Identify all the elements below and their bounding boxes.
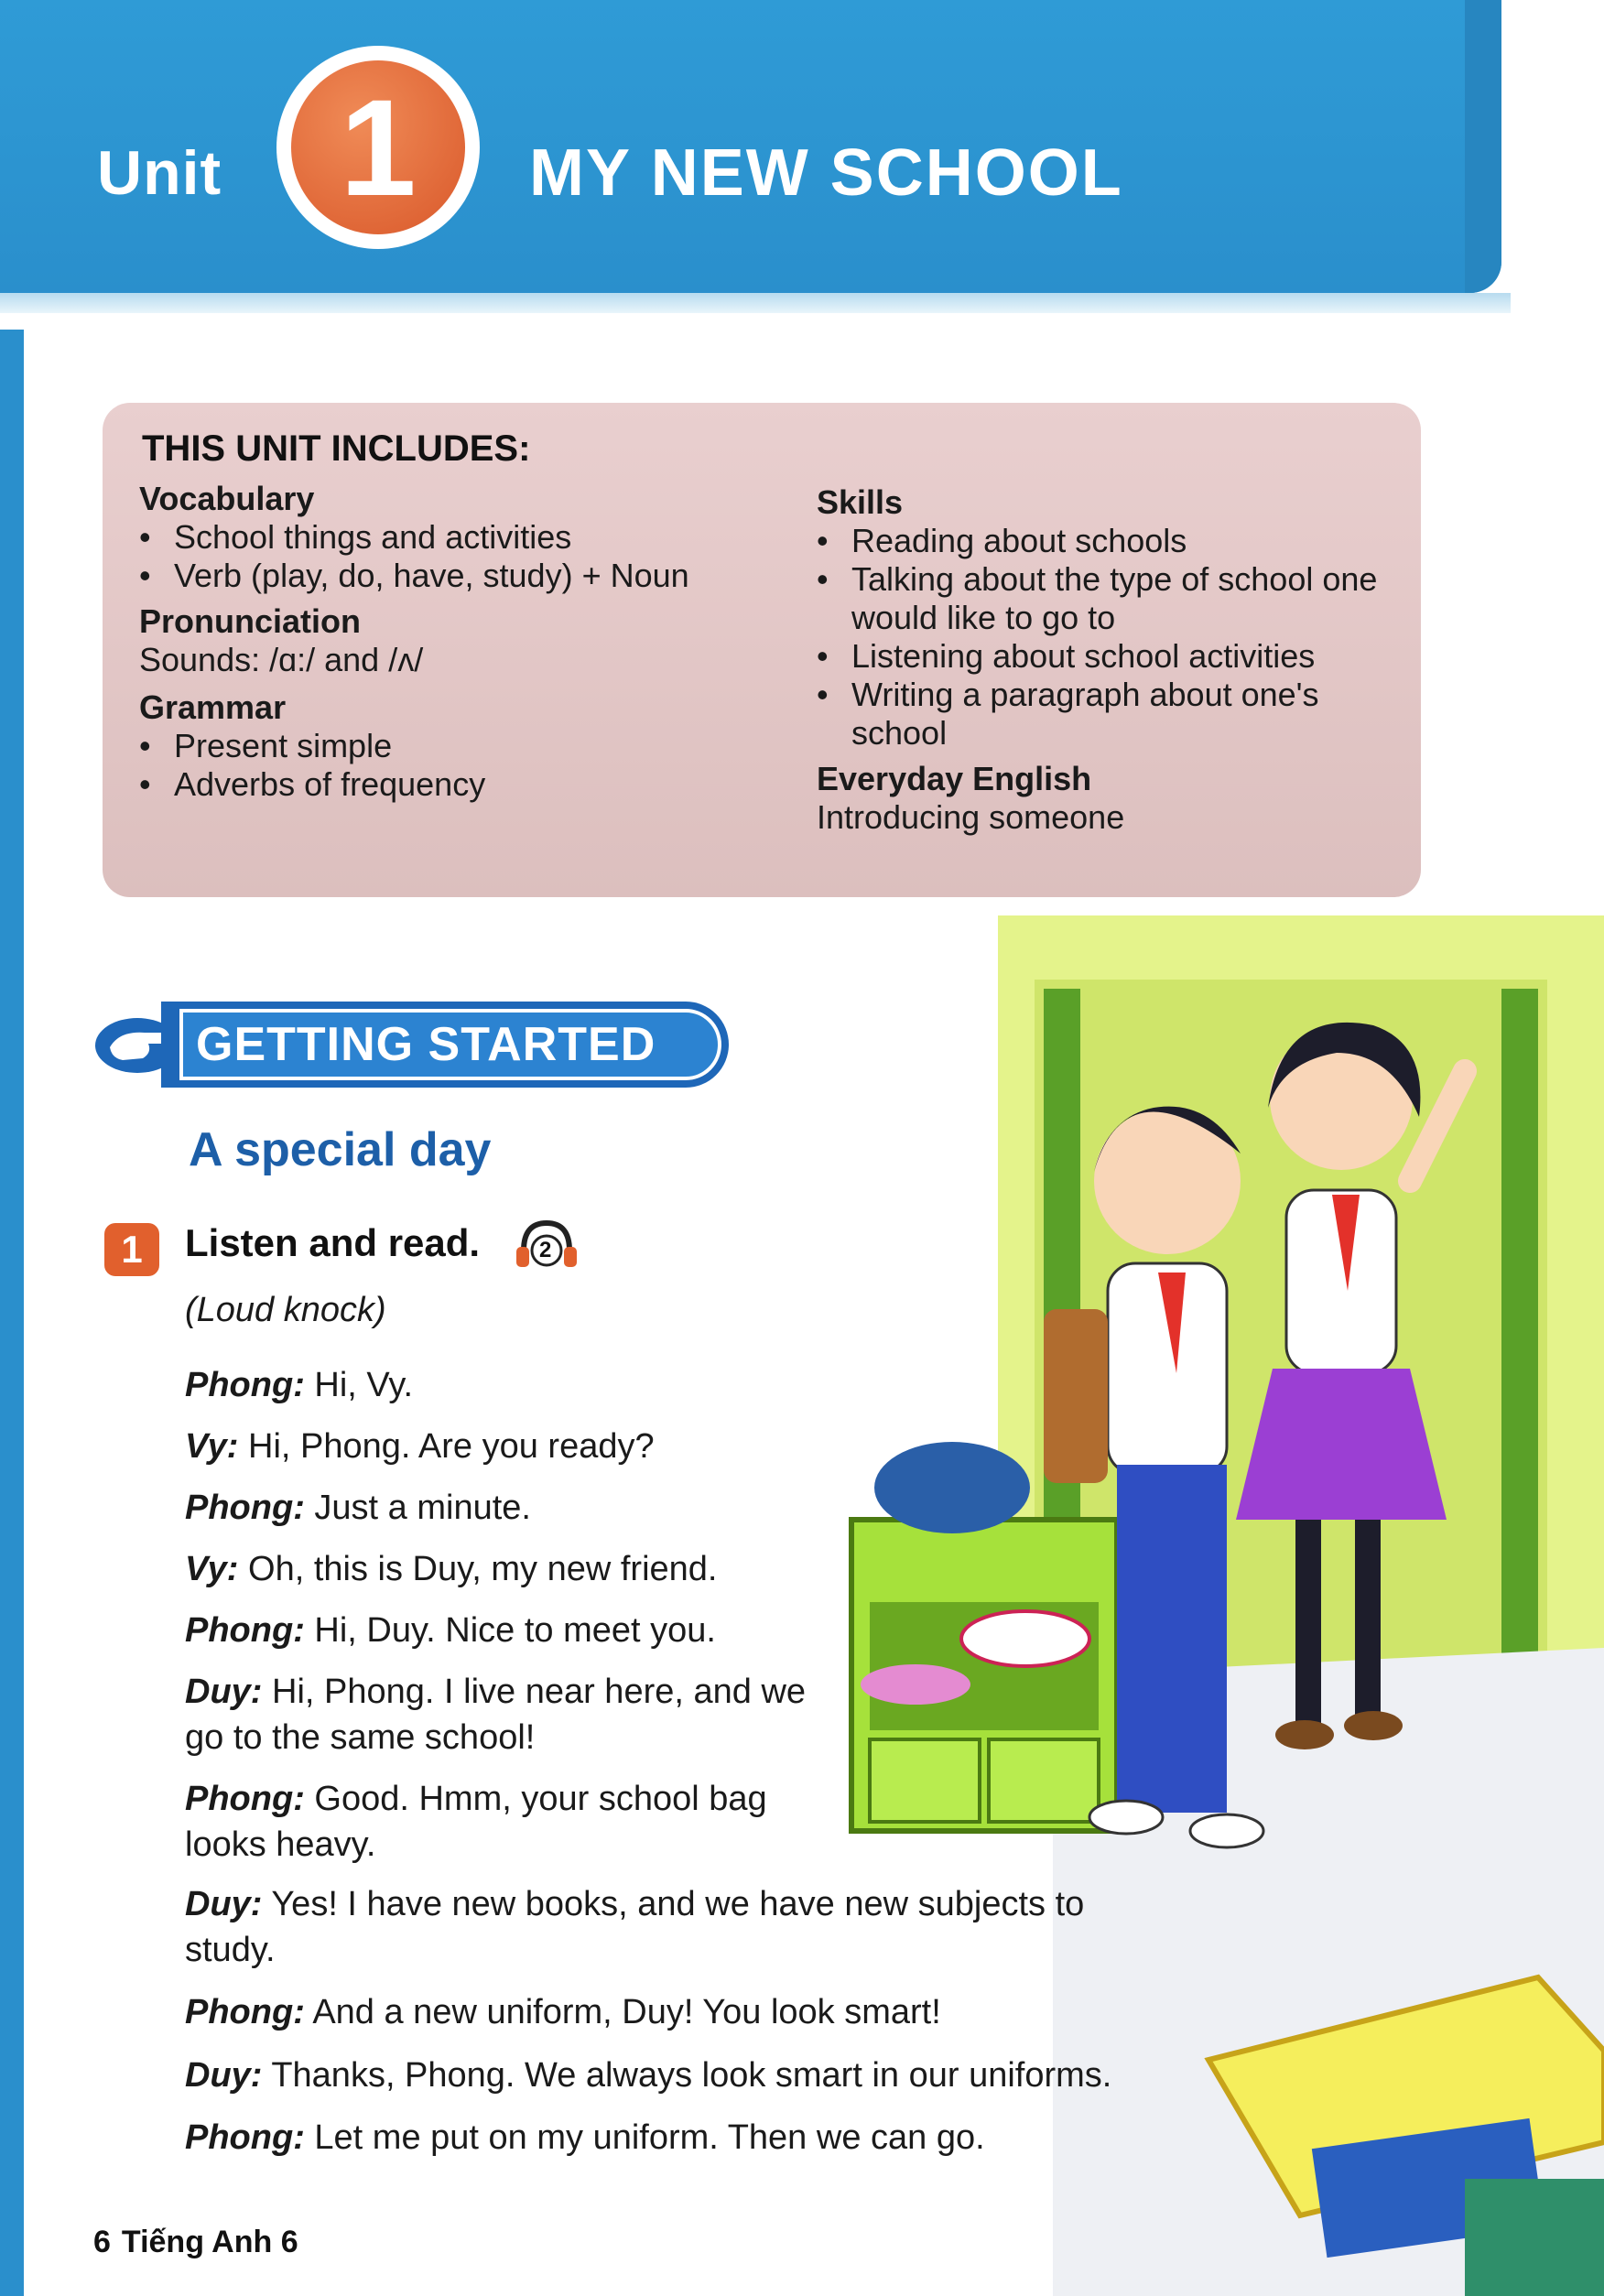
unit-label: Unit — [97, 138, 222, 208]
sneakers — [961, 1611, 1089, 1666]
skills-label: Skills — [817, 483, 904, 521]
section-label: GETTING STARTED — [179, 1009, 721, 1080]
list-item: • Writing a paragraph about one's school — [817, 676, 1403, 753]
dialogue-line — [185, 1485, 881, 1531]
speaker-name: Duy: — [185, 1673, 263, 1711]
list-item: • School things and activities — [139, 518, 780, 557]
speaker-name: Phong: — [185, 1780, 305, 1818]
slippers — [861, 1664, 970, 1705]
exercise-number: 1 — [104, 1223, 159, 1276]
speaker-name: Duy: — [185, 2056, 263, 2095]
line-text: Hi, Vy. — [304, 1366, 414, 1404]
dialogue-line — [185, 2052, 1284, 2098]
dialogue-line — [185, 1424, 881, 1469]
unit-number-badge — [276, 46, 480, 249]
cabinet-drawer-right — [989, 1739, 1099, 1822]
speaker-name: Phong: — [185, 1993, 305, 2031]
list-item: • Present simple — [139, 727, 780, 765]
speaker-name: Phong: — [185, 1489, 305, 1527]
list-item: • Verb (play, do, have, study) + Noun — [139, 557, 780, 595]
list-item: • Adverbs of frequency — [139, 765, 780, 804]
list-item: • Listening about school activities — [817, 637, 1403, 676]
exercise-instruction: Listen and read. — [185, 1221, 481, 1264]
dialogue-line — [185, 1989, 1192, 2035]
pronunciation-text: Sounds: /ɑ:/ and /ʌ/ — [139, 641, 424, 678]
vocabulary-list — [139, 518, 780, 595]
dialogue-line — [185, 1669, 826, 1760]
dialogue-line — [185, 1546, 881, 1592]
blue-cap — [874, 1442, 1030, 1533]
skills-list — [817, 522, 1403, 753]
line-text: Hi, Phong. Are you ready? — [238, 1427, 655, 1466]
speaker-name: Duy: — [185, 1885, 263, 1923]
everyday-english-text: Introducing someone — [817, 798, 1125, 836]
grammar-label: Grammar — [139, 688, 287, 726]
includes-left-column — [139, 476, 780, 804]
line-text: Hi, Duy. Nice to meet you. — [304, 1611, 716, 1650]
everyday-english-label: Everyday English — [817, 760, 1092, 797]
dialogue-line — [185, 1776, 826, 1868]
vocabulary-label: Vocabulary — [139, 480, 315, 517]
boy-trousers — [1117, 1465, 1227, 1813]
line-text: Oh, this is Duy, my new friend. — [238, 1550, 718, 1588]
line-text: Let me put on my uniform. Then we can go. — [304, 2118, 985, 2157]
grammar-list — [139, 727, 780, 804]
includes-heading: THIS UNIT INCLUDES: — [142, 428, 531, 469]
speaker-name: Phong: — [185, 1366, 305, 1404]
line-text: Good. Hmm, your school bag looks heavy. — [185, 1780, 767, 1864]
speaker-name: Phong: — [185, 1611, 305, 1650]
line-text: Yes! I have new books, and we have new subjects to study. — [185, 1885, 1085, 1969]
section-subtitle: A special day — [189, 1123, 492, 1176]
boy-backpack — [1044, 1309, 1108, 1483]
line-text: And a new uniform, Duy! You look smart! — [304, 1993, 941, 2031]
dialogue-line — [185, 2115, 1284, 2161]
dialogue-line — [185, 1362, 881, 1408]
dialogue-line — [185, 1881, 1100, 1973]
pronunciation-label: Pronunciation — [139, 602, 361, 640]
girl-leg-left — [1295, 1520, 1321, 1730]
line-text: Hi, Phong. I live near here, and we go to the same school! — [185, 1673, 807, 1757]
door-right — [1501, 989, 1538, 1684]
line-text: Thanks, Phong. We always look smart in our uniforms. — [262, 2056, 1112, 2095]
list-item: • Reading about schools — [817, 522, 1403, 560]
page-edge-stripe — [0, 330, 24, 2296]
girl-leg-right — [1355, 1520, 1381, 1721]
stage-direction: (Loud knock) — [185, 1291, 386, 1329]
line-text: Just a minute. — [304, 1489, 531, 1527]
boy-shoe-left — [1089, 1801, 1163, 1834]
girl-shoe-left — [1275, 1720, 1334, 1749]
list-item: • Talking about the type of school one would like to go to — [817, 560, 1403, 637]
banner-edge — [1465, 0, 1501, 293]
cabinet-drawer-left — [870, 1739, 980, 1822]
girl-skirt — [1236, 1369, 1447, 1520]
track-number: 2 — [539, 1238, 552, 1262]
boy-shoe-right — [1190, 1814, 1263, 1847]
book-green — [1465, 2179, 1604, 2296]
unit-title: MY NEW SCHOOL — [529, 136, 1123, 210]
speaker-name: Phong: — [185, 2118, 305, 2157]
page-number: 6 — [93, 2225, 111, 2259]
speaker-name: Vy: — [185, 1550, 239, 1588]
page-footer — [93, 2225, 298, 2260]
dialogue-line — [185, 1608, 881, 1653]
speaker-name: Vy: — [185, 1427, 239, 1466]
girl-shoe-right — [1344, 1711, 1403, 1740]
banner-shadow — [0, 293, 1511, 313]
unit-number: 1 — [291, 60, 465, 234]
includes-right-column — [817, 480, 1403, 837]
book-title: Tiếng Anh 6 — [121, 2225, 298, 2259]
